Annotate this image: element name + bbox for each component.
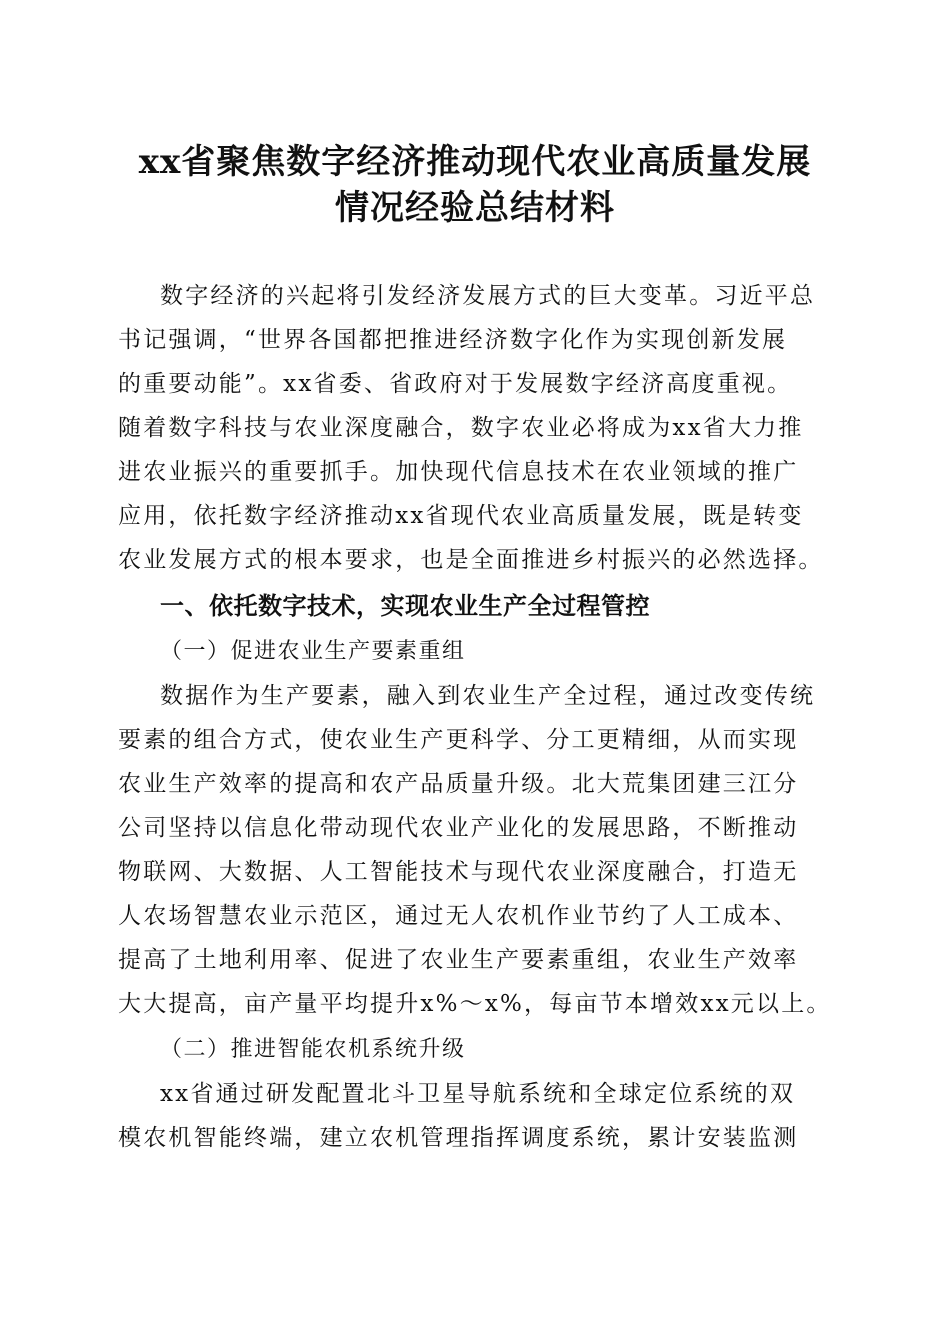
subsection-1-paragraph-line: 公司坚持以信息化带动现代农业产业化的发展思路，不断推动 [118, 815, 799, 841]
subsection-1-paragraph-line: 要素的组合方式，使农业生产更科学、分工更精细，从而实现 [118, 727, 799, 753]
subsection-1-paragraph-line: 数据作为生产要素，融入到农业生产全过程，通过改变传统 [160, 683, 816, 709]
subsection-1-paragraph-line: 提高了土地利用率、促进了农业生产要素重组，农业生产效率 [118, 947, 799, 973]
subsection-1-paragraph-line: 人农场智慧农业示范区，通过无人农机作业节约了人工成本、 [118, 903, 799, 929]
intro-paragraph-line: 随着数字科技与农业深度融合，数字农业必将成为xx省大力推 [118, 415, 804, 441]
intro-paragraph-line: 进农业振兴的重要抓手。加快现代信息技术在农业领域的推广 [118, 459, 799, 485]
intro-paragraph-line: 的重要动能”。xx省委、省政府对于发展数字经济高度重视。 [118, 371, 793, 397]
document-title-line-1: xx省聚焦数字经济推动现代农业高质量发展 [138, 142, 812, 182]
intro-paragraph-line: 数字经济的兴起将引发经济发展方式的巨大变革。习近平总 [160, 283, 816, 309]
document-title-line-2: 情况经验总结材料 [335, 188, 615, 228]
intro-paragraph-line: 书记强调，“世界各国都把推进经济数字化作为实现创新发展 [118, 327, 788, 353]
subsection-2-paragraph-line: 模农机智能终端，建立农机管理指挥调度系统，累计安装监测 [118, 1125, 799, 1151]
subsection-1-heading: （一）促进农业生产要素重组 [160, 639, 466, 664]
intro-paragraph-line: 农业发展方式的根本要求，也是全面推进乡村振兴的必然选择。 [118, 547, 824, 573]
subsection-1-paragraph-line: 农业生产效率的提高和农产品质量升级。北大荒集团建三江分 [118, 771, 799, 797]
section-1-heading: 一、依托数字技术，实现农业生产全过程管控 [160, 592, 650, 620]
subsection-2-paragraph-line: xx省通过研发配置北斗卫星导航系统和全球定位系统的双 [160, 1081, 796, 1107]
subsection-1-paragraph-line: 物联网、大数据、人工智能技术与现代农业深度融合，打造无 [118, 859, 799, 885]
intro-paragraph-line: 应用，依托数字经济推动xx省现代农业高质量发展，既是转变 [118, 503, 804, 529]
subsection-1-paragraph-line: 大大提高，亩产量平均提升x%～x%，每亩节本增效xx元以上。 [118, 991, 832, 1017]
subsection-2-heading: （二）推进智能农机系统升级 [160, 1037, 466, 1062]
